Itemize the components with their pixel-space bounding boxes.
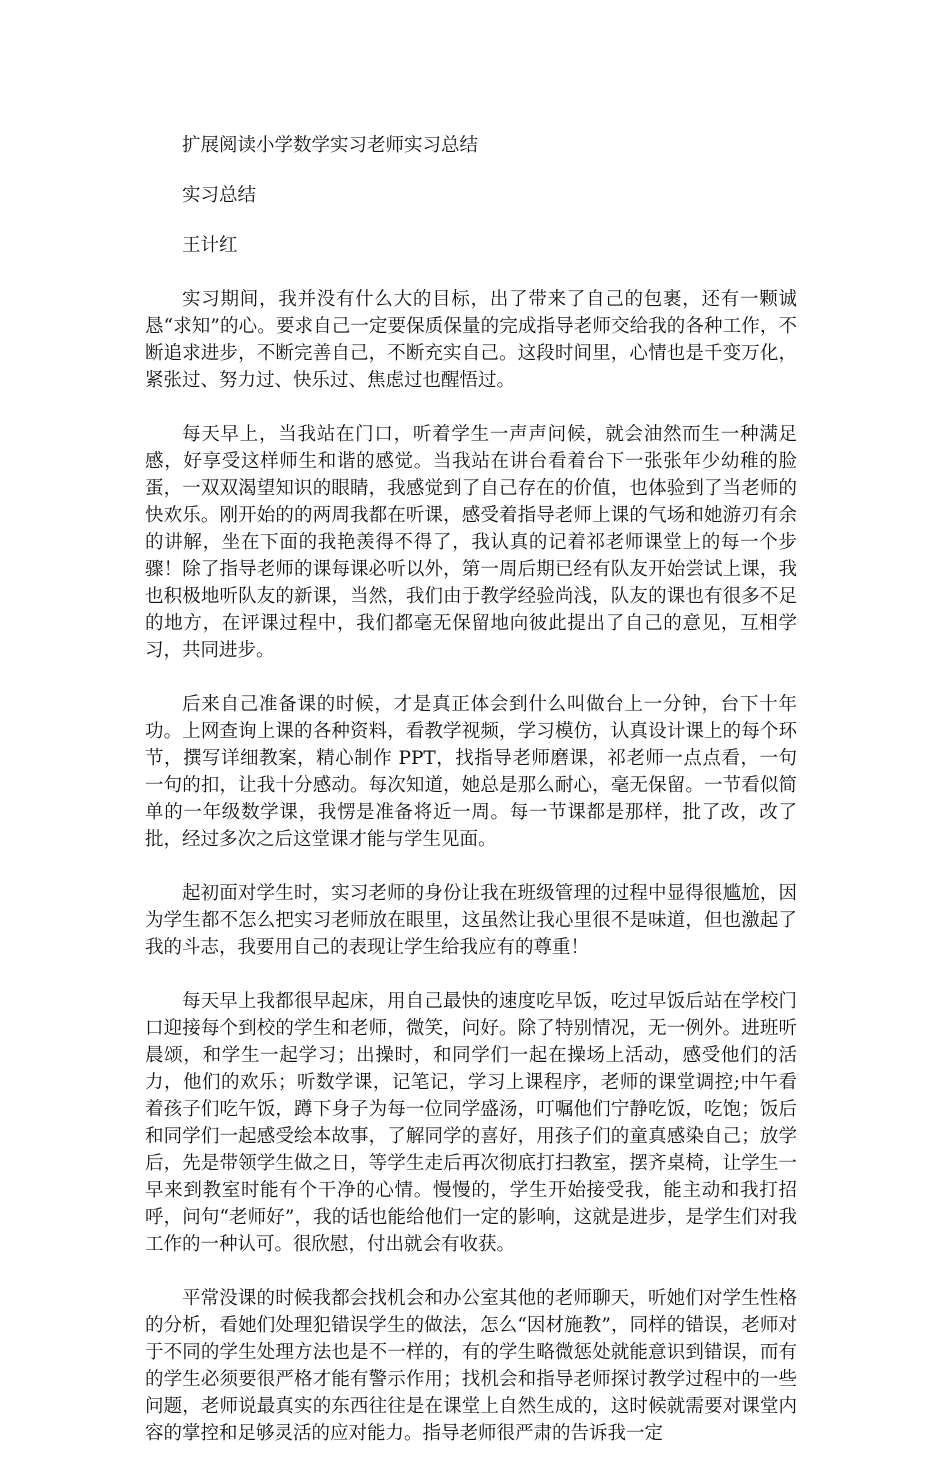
paragraph-6: 平常没课的时候我都会找机会和办公室其他的老师聊天，听她们对学生性格的分析，看她们处理犯错误学生的做法，怎么“因材施教”，同样的错误，老师对于不同的学生处理方法也是不一样的，有的学生略微惩处就能意识到错误，而有的学生必须要很严格才能有警示作用；找机会和指导老师探讨教学过程中的一些问题，老师说最真实的东西往往是在课堂上自然生成的，这时候就需要对课堂内容的掌控和足够灵活的应对能力。指导老师很严肃的告诉我一定 bbox=[145, 1288, 797, 1444]
document-author: 王计红 bbox=[182, 235, 238, 256]
paragraph-1: 实习期间，我并没有什么大的目标，出了带来了自己的包裹，还有一颗诚恳“求知”的心。要求自己一定要保质保量的完成指导老师交给我的各种工作，不断追求进步，不断完善自己，不断充实自己。这段时间里，心情也是千变万化，紧张过、努力过、快乐过、焦虑过也醒悟过。 bbox=[145, 289, 797, 391]
document-body bbox=[145, 132, 797, 1474]
paragraph-5: 每天早上我都很早起床，用自己最快的速度吃早饭，吃过早饭后站在学校门口迎接每个到校的学生和老师，微笑，问好。除了特别情况，无一例外。进班听晨颂，和学生一起学习；出操时，和同学们一起在操场上活动，感受他们的活力，他们的欢乐；听数学课，记笔记，学习上课程序，老师的课堂调控;中午看着孩子们吃午饭，蹲下身子为每一位同学盛汤，叮嘱他们宁静吃饭，吃饱；饭后和同学们一起感受绘本故事，了解同学的喜好，用孩子们的童真感染自己；放学后，先是带领学生做之日，等学生走后再次彻底打扫教室，摆齐桌椅，让学生一早来到教室时能有个干净的心情。慢慢的，学生开始接受我，能主动和我打招呼，问句“老师好”，我的话也能给他们一定的影响，这就是进步，是学生们对我工作的一种认可。很欣慰，付出就会有收获。 bbox=[145, 991, 797, 1255]
document-subtitle: 实习总结 bbox=[182, 185, 257, 206]
document-title: 扩展阅读小学数学实习老师实习总结 bbox=[182, 135, 479, 156]
paragraph-4: 起初面对学生时，实习老师的身份让我在班级管理的过程中显得很尴尬，因为学生都不怎么把实习老师放在眼里，这虽然让我心里很不是味道，但也激起了我的斗志，我要用自己的表现让学生给我应有的尊重！ bbox=[145, 883, 797, 958]
paragraph-2: 每天早上，当我站在门口，听着学生一声声问候，就会油然而生一种满足感，好享受这样师生和谐的感觉。当我站在讲台看着台下一张张年少幼稚的脸蛋，一双双渴望知识的眼睛，我感觉到了自己存在的价值，也体验到了当老师的快欢乐。刚开始的的两周我都在听课，感受着指导老师上课的气场和她游刃有余的讲解，坐在下面的我艳羡得不得了，我认真的记着祁老师课堂上的每一个步骤！除了指导老师的课每课必听以外，第一周后期已经有队友开始尝试上课，我也积极地听队友的新课，当然，我们由于教学经验尚浅，队友的课也有很多不足的地方，在评课过程中，我们都毫无保留地向彼此提出了自己的意见，互相学习，共同进步。 bbox=[145, 424, 797, 661]
paragraph-3: 后来自己准备课的时候，才是真正体会到什么叫做台上一分钟，台下十年功。上网查询上课的各种资料，看教学视频，学习模仿，认真设计课上的每个环节，撰写详细教案，精心制作 PPT，找指导老师磨课，祁老师一点点看，一句一句的扣，让我十分感动。每次知道，她总是那么耐心，毫无保留。一节看似简单的一年级数学课，我愣是准备将近一周。每一节课都是那样，批了改，改了批，经过多次之后这堂课才能与学生见面。 bbox=[145, 694, 797, 850]
